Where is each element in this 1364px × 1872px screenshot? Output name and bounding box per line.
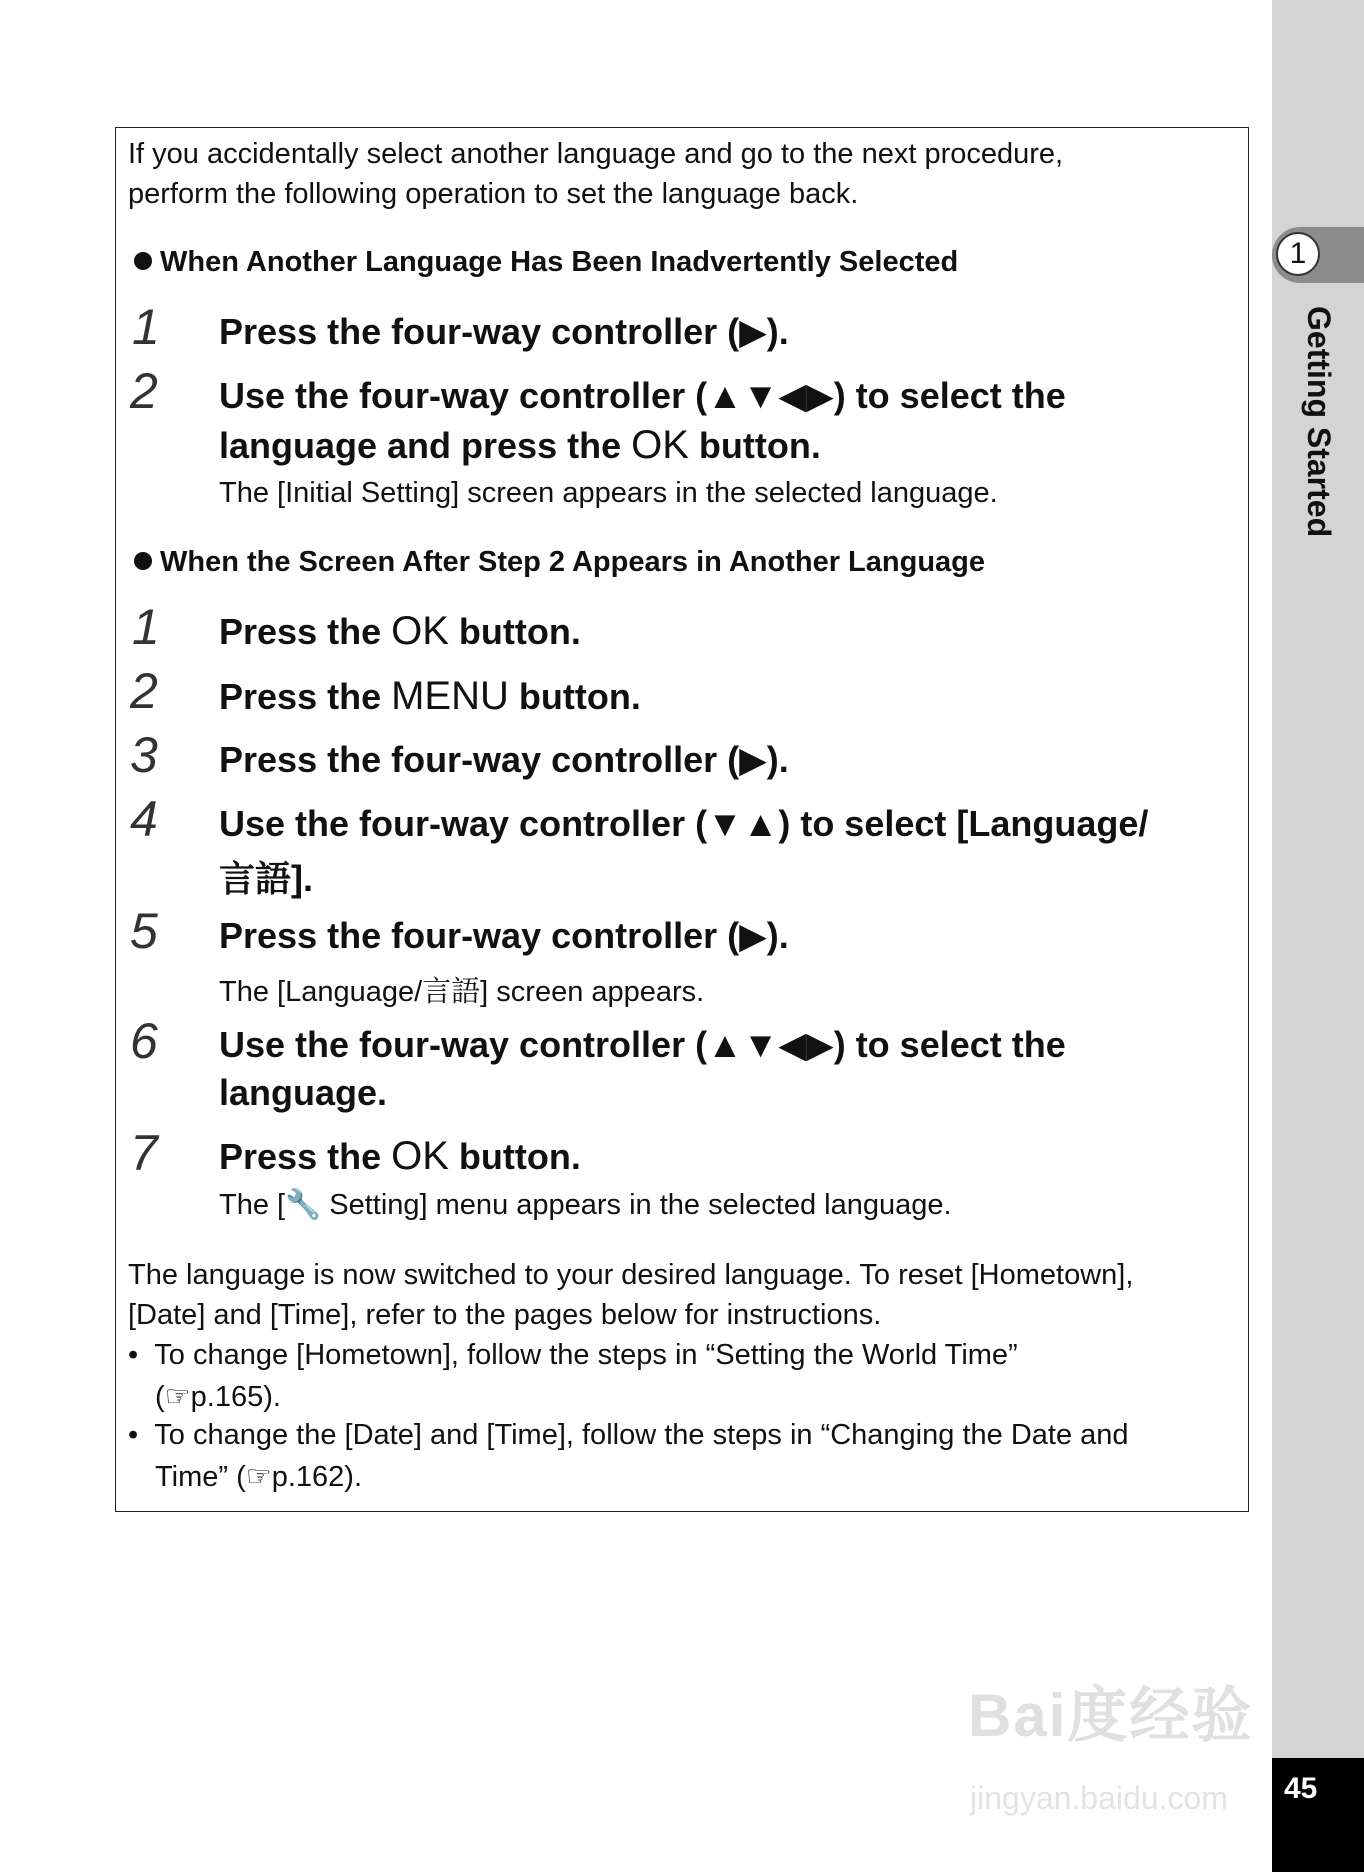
step-text: Press the OK button. <box>219 609 581 653</box>
step-number: 4 <box>130 791 158 847</box>
chapter-number: 1 <box>1276 232 1320 276</box>
step-text: Press the OK button. <box>219 1134 581 1178</box>
step-text-continued: 言語]. <box>219 858 313 899</box>
step-number: 7 <box>130 1125 158 1181</box>
summary-line-1: The language is now switched to your desired language. To reset [Hometown], <box>128 1259 1134 1291</box>
step-number: 6 <box>130 1013 158 1069</box>
watermark-logo: Bai度经验 <box>968 1682 1254 1749</box>
ok-button-label: OK <box>631 423 689 467</box>
step-number: 3 <box>130 727 158 783</box>
footer-bullet-2-continued: Time” (☞p.162). <box>155 1461 363 1493</box>
ok-button-label: OK <box>391 609 449 653</box>
step-text: Use the four-way controller (▲▼◀▶) to select the <box>219 1024 1066 1065</box>
section-2-heading: When the Screen After Step 2 Appears in Another Language <box>134 546 985 579</box>
footer-bullet-1-continued: (☞p.165). <box>155 1381 281 1413</box>
footer-bullet-1: • To change [Hometown], follow the steps in “Setting the World Time” <box>128 1339 1018 1371</box>
step-number: 2 <box>130 663 158 719</box>
bullet-dot-icon <box>134 552 152 570</box>
section-1-heading: When Another Language Has Been Inadvertently Selected <box>134 246 958 279</box>
step-number: 2 <box>130 363 158 419</box>
step-text: Press the four-way controller (▶). <box>219 915 789 956</box>
step-text-continued: language and press the OK button. <box>219 423 821 467</box>
footer-bullet-2: • To change the [Date] and [Time], follow the steps in “Changing the Date and <box>128 1419 1129 1451</box>
step-text: Press the four-way controller (▶). <box>219 311 789 352</box>
intro-line-2: perform the following operation to set the language back. <box>128 178 859 210</box>
summary-line-2: [Date] and [Time], refer to the pages below for instructions. <box>128 1299 882 1331</box>
intro-line-1: If you accidentally select another language and go to the next procedure, <box>128 138 1064 170</box>
step-number: 5 <box>130 903 158 959</box>
step-text: Use the four-way controller (▼▲) to select [Language/ <box>219 803 1149 844</box>
step-text: Press the MENU button. <box>219 674 641 718</box>
chapter-title: Getting Started <box>1301 306 1337 538</box>
step-number: 1 <box>132 299 160 355</box>
step-text: Use the four-way controller (▲▼◀▶) to select the <box>219 375 1066 416</box>
bullet-dot-icon <box>134 252 152 270</box>
page-number: 45 <box>1284 1772 1318 1805</box>
watermark-url: jingyan.baidu.com <box>970 1780 1228 1816</box>
step-note: The [🔧 Setting] menu appears in the selected language. <box>219 1189 952 1221</box>
menu-button-label: MENU <box>391 674 509 718</box>
step-note: The [Initial Setting] screen appears in the selected language. <box>219 477 998 509</box>
step-text-continued: language. <box>219 1072 388 1113</box>
step-number: 1 <box>132 599 160 655</box>
ok-button-label: OK <box>391 1134 449 1178</box>
step-note: The [Language/言語] screen appears. <box>219 976 705 1008</box>
step-text: Press the four-way controller (▶). <box>219 739 789 780</box>
